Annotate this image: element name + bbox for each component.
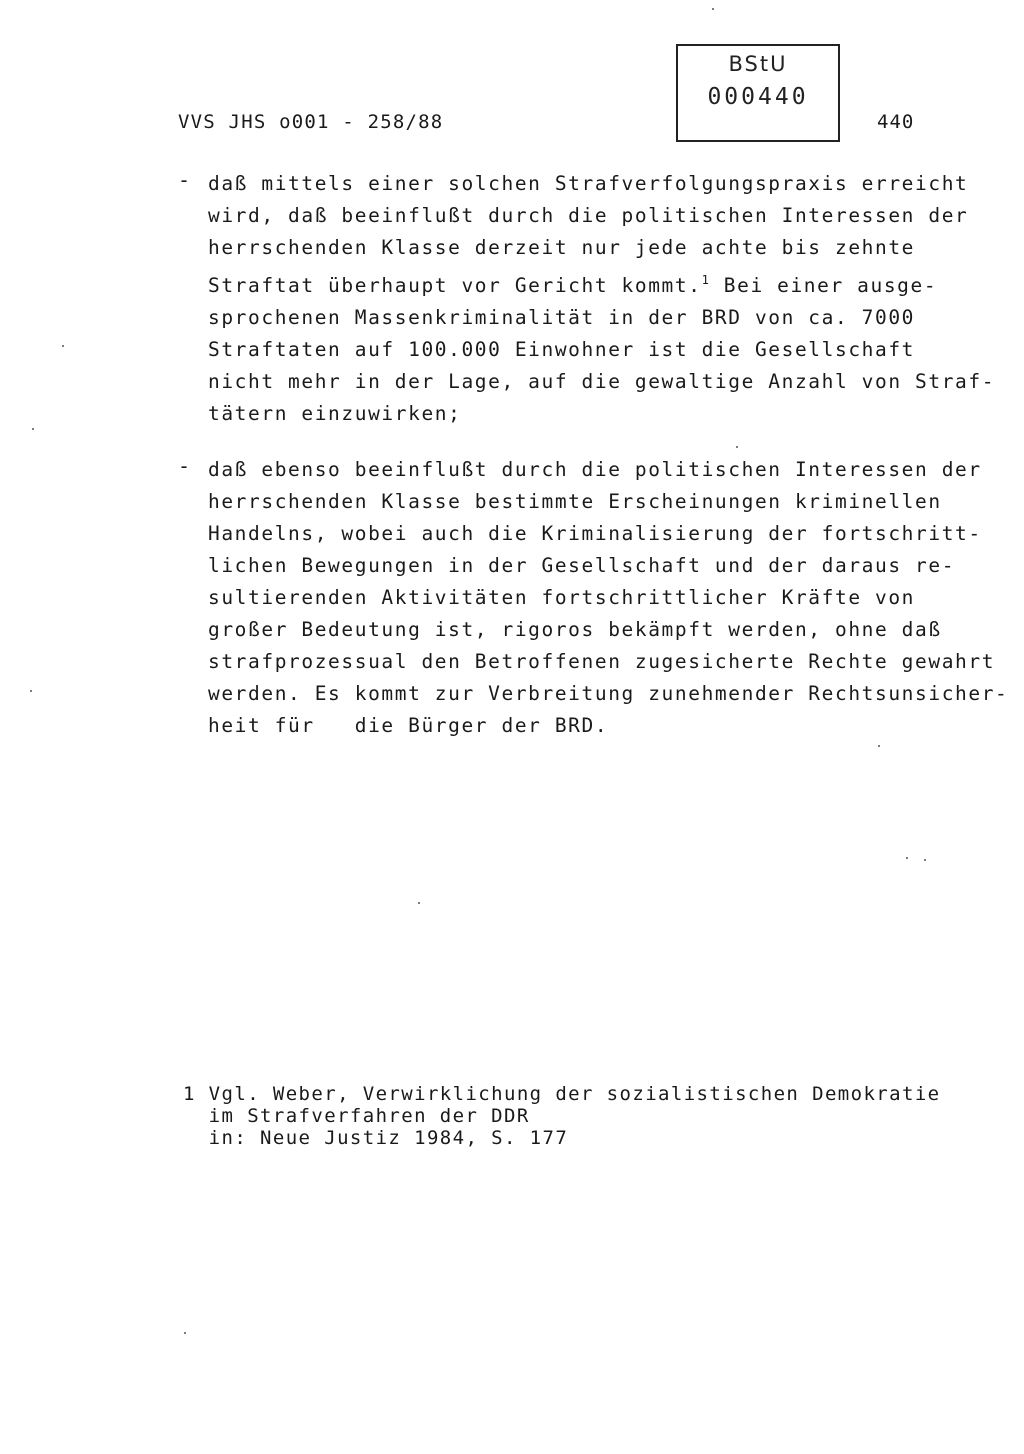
document-reference: VVS JHS o001 - 258/88	[178, 111, 444, 133]
footnote-line: 1 Vgl. Weber, Verwirklichung der sozialistischen Demokratie	[183, 1083, 941, 1105]
footnote-line: im Strafverfahren der DDR	[183, 1105, 530, 1127]
text-line-with-footnote	[208, 264, 995, 302]
text-line: daß mittels einer solchen Strafverfolgungspraxis erreicht	[208, 172, 969, 195]
bullet-dash: -	[178, 168, 191, 192]
scan-speck	[878, 745, 880, 747]
text-line: Straftaten auf 100.000 Einwohner ist die Gesellschaft	[208, 338, 916, 361]
page-number: 440	[877, 111, 915, 133]
text-line: strafprozessual den Betroffenen zugesicherte Rechte gewahrt	[208, 650, 996, 673]
text-line: sprochenen Massenkriminalität in der BRD von ca. 7000	[208, 306, 916, 329]
scan-speck	[712, 8, 714, 10]
text-line: werden. Es kommt zur Verbreitung zunehmender Rechtsunsicher-	[208, 682, 1009, 705]
paragraph-text	[208, 168, 995, 430]
text-line: großer Bedeutung ist, rigoros bekämpft werden, ohne daß	[208, 618, 942, 641]
text-line: lichen Bewegungen in der Gesellschaft und der daraus re-	[208, 554, 956, 577]
archive-stamp	[676, 44, 840, 142]
scan-speck	[418, 902, 420, 904]
scan-speck	[62, 345, 64, 347]
scan-speck	[736, 446, 738, 448]
text-line: daß ebenso beeinflußt durch die politischen Interessen der	[208, 458, 982, 481]
text-line: sultierenden Aktivitäten fortschrittlicher Kräfte von	[208, 586, 916, 609]
footnote-line: in: Neue Justiz 1984, S. 177	[183, 1127, 569, 1149]
text-line: Handelns, wobei auch die Kriminalisierung der fortschritt-	[208, 522, 982, 545]
footnote	[183, 1083, 941, 1149]
text-line: heit für die Bürger der BRD.	[208, 714, 609, 737]
scan-speck	[30, 690, 32, 692]
scan-speck	[184, 1332, 186, 1334]
text-line: nicht mehr in der Lage, auf die gewaltige Anzahl von Straf-	[208, 370, 996, 393]
bullet-dash: -	[178, 454, 191, 478]
scan-speck	[924, 859, 926, 861]
scan-speck	[906, 857, 908, 859]
text-line: herrschenden Klasse derzeit nur jede achte bis zehnte	[208, 236, 916, 259]
text-line-end: Bei einer ausge-	[710, 274, 938, 297]
text-line-start: Straftat überhaupt vor Gericht kommt.	[208, 274, 702, 297]
scan-speck	[32, 428, 34, 430]
paragraph-text	[208, 454, 1008, 742]
stamp-number: 000440	[707, 84, 809, 110]
text-line: wird, daß beeinflußt durch die politischen Interessen der	[208, 204, 969, 227]
text-line: herrschenden Klasse bestimmte Erscheinungen kriminellen	[208, 490, 942, 513]
footnote-marker: 1	[701, 273, 711, 287]
text-line: tätern einzuwirken;	[208, 402, 462, 425]
stamp-agency: BStU	[728, 52, 788, 76]
